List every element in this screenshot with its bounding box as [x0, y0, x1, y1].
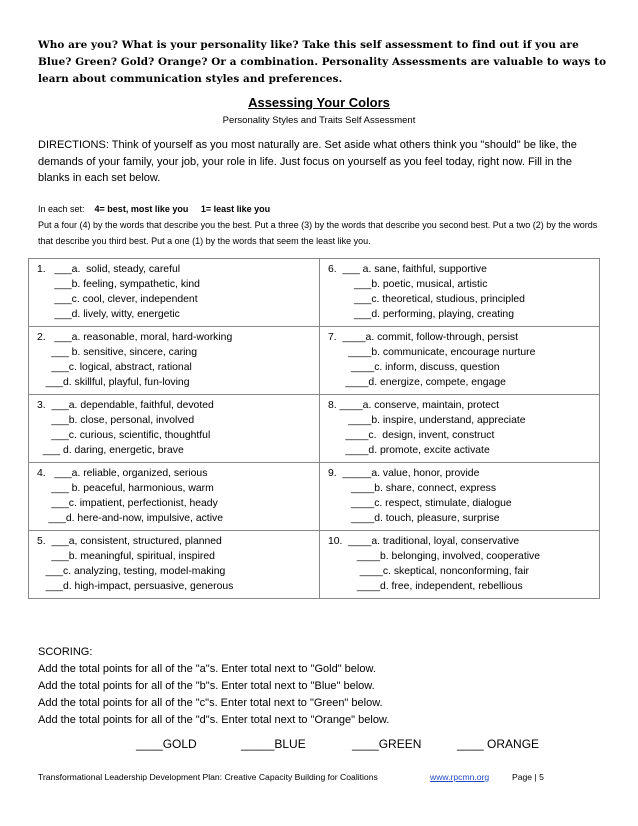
footer-link[interactable]: www.rpcmn.org — [430, 772, 490, 782]
set-cell — [29, 395, 320, 463]
set-option[interactable]: ____b. belonging, involved, cooperative — [328, 551, 540, 562]
set-option[interactable]: ___c. analyzing, testing, model-making — [37, 566, 226, 577]
set-option[interactable]: ____c. inform, discuss, question — [328, 362, 500, 373]
scoring-line: Add the total points for all of the "c"s. Enter total next to "Green" below. — [38, 697, 383, 709]
total-orange[interactable]: ____ ORANGE — [457, 737, 540, 751]
scoring-line: Add the total points for all of the "a"s. Enter total next to "Gold" below. — [38, 663, 376, 675]
set-option[interactable]: 10. ____a. traditional, loyal, conservative — [328, 536, 520, 547]
scoring-line: SCORING: — [38, 646, 93, 658]
set-option[interactable]: ___ b. peaceful, harmonious, warm — [37, 483, 214, 494]
set-cell — [29, 327, 320, 395]
set-cell — [320, 395, 600, 463]
set-cell — [320, 259, 600, 327]
set-option[interactable]: ____b. inspire, understand, appreciate — [328, 415, 526, 426]
set-option[interactable]: ___c. curious, scientific, thoughtful — [37, 430, 211, 441]
footer-text: Transformational Leadership Development Plan: Creative Capacity Building for Coalitions — [38, 772, 378, 782]
set-option[interactable]: ___c. theoretical, studious, principled — [328, 294, 525, 305]
set-option[interactable]: ____b. communicate, encourage nurture — [328, 347, 536, 358]
set-option[interactable]: ____d. free, independent, rebellious — [328, 581, 523, 592]
total-gold[interactable]: ____GOLD — [136, 737, 197, 751]
total-green[interactable]: ____GREEN — [352, 737, 422, 751]
set-option[interactable]: ____c. respect, stimulate, dialogue — [328, 498, 512, 509]
set-option[interactable]: 1. ___a. solid, steady, careful — [37, 264, 181, 275]
set-option[interactable]: 9. _____a. value, honor, provide — [328, 468, 480, 479]
instructions-block — [38, 201, 608, 249]
eachset-prefix: In each set: — [38, 204, 85, 214]
set-option[interactable]: ___b. close, personal, involved — [37, 415, 195, 426]
set-option[interactable]: ___c. impatient, perfectionist, heady — [37, 498, 218, 509]
set-option[interactable]: 6. ___ a. sane, faithful, supportive — [328, 264, 487, 275]
intro-paragraph: Who are you? What is your personality like? Take this self assessment to find out if you are Blue? Green? Gold? Orange? Or a combination. Personality Assessments are valuable to ways to learn about communication styles and preferences. — [38, 39, 607, 85]
set-cell — [29, 463, 320, 531]
set-option[interactable]: 5. ___a, consistent, structured, planned — [37, 536, 222, 547]
eachset-least: 1= least like you — [200, 204, 271, 214]
set-row — [29, 327, 600, 395]
set-option[interactable]: ____d. promote, excite activate — [328, 445, 490, 456]
set-cell — [29, 531, 320, 599]
set-cell — [29, 259, 320, 327]
total-blue[interactable]: _____BLUE — [241, 737, 306, 751]
set-cell — [320, 327, 600, 395]
set-option[interactable]: ____c. skeptical, nonconforming, fair — [328, 566, 529, 577]
directions-paragraph: DIRECTIONS: Think of yourself as you most naturally are. Set aside what others think you "should" be like, the demands of your family, your job, your role in life. Just focus on yourself as you feel today, right now. Fill in the blanks in each set below. — [38, 139, 577, 184]
set-option[interactable]: 3. ___a. dependable, faithful, devoted — [37, 400, 214, 411]
set-option[interactable]: 2. ___a. reasonable, moral, hard-working — [37, 332, 233, 343]
set-row — [29, 395, 600, 463]
set-cell — [320, 531, 600, 599]
set-option[interactable]: ___ d. daring, energetic, brave — [37, 445, 184, 456]
set-row — [29, 531, 600, 599]
set-option[interactable]: ___b. meaningful, spiritual, inspired — [37, 551, 215, 562]
set-option[interactable]: ___b. poetic, musical, artistic — [328, 279, 488, 290]
eachset-instructions: Put a four (4) by the words that describe you the best. Put a three (3) by the words that describe you second best. Put a two (2) by the words that describe you third best. Put a one (1) by the words that seem the least like you. — [38, 220, 598, 246]
set-option[interactable]: ___ b. sensitive, sincere, caring — [37, 347, 197, 358]
footer-page-number: Page | 5 — [512, 772, 544, 782]
scoring-section — [38, 644, 608, 729]
set-option[interactable]: 8. ____a. conserve, maintain, protect — [328, 400, 499, 411]
set-row — [29, 259, 600, 327]
set-option[interactable]: ___d. lively, witty, energetic — [37, 309, 180, 320]
set-cell — [320, 463, 600, 531]
page-subtitle: Personality Styles and Traits Self Assessment — [222, 115, 416, 126]
set-option[interactable]: 7. ____a. commit, follow-through, persist — [328, 332, 519, 343]
scoring-line: Add the total points for all of the "b"s. Enter total next to "Blue" below. — [38, 680, 375, 692]
set-option[interactable]: ____c. design, invent, construct — [328, 430, 495, 441]
scoring-line: Add the total points for all of the "d"s. Enter total next to "Orange" below. — [38, 714, 390, 726]
set-option[interactable]: ___c. cool, clever, independent — [37, 294, 198, 305]
set-option[interactable]: ___d. high-impact, persuasive, generous — [37, 581, 234, 592]
page-title: Assessing Your Colors — [248, 95, 390, 110]
set-option[interactable]: ____b. share, connect, express — [328, 483, 497, 494]
eachset-best: 4= best, most like you — [94, 204, 189, 214]
set-option[interactable]: 4. ___a. reliable, organized, serious — [37, 468, 208, 479]
set-option[interactable]: ____d. touch, pleasure, surprise — [328, 513, 500, 524]
assessment-table — [28, 258, 600, 599]
set-row — [29, 463, 600, 531]
set-option[interactable]: ___b. feeling, sympathetic, kind — [37, 279, 200, 290]
set-option[interactable]: ___d. performing, playing, creating — [328, 309, 514, 320]
set-option[interactable]: ___d. skillful, playful, fun-loving — [37, 377, 190, 388]
set-option[interactable]: ___d. here-and-now, impulsive, active — [37, 513, 223, 524]
set-option[interactable]: ___c. logical, abstract, rational — [37, 362, 192, 373]
set-option[interactable]: ____d. energize, compete, engage — [328, 377, 506, 388]
